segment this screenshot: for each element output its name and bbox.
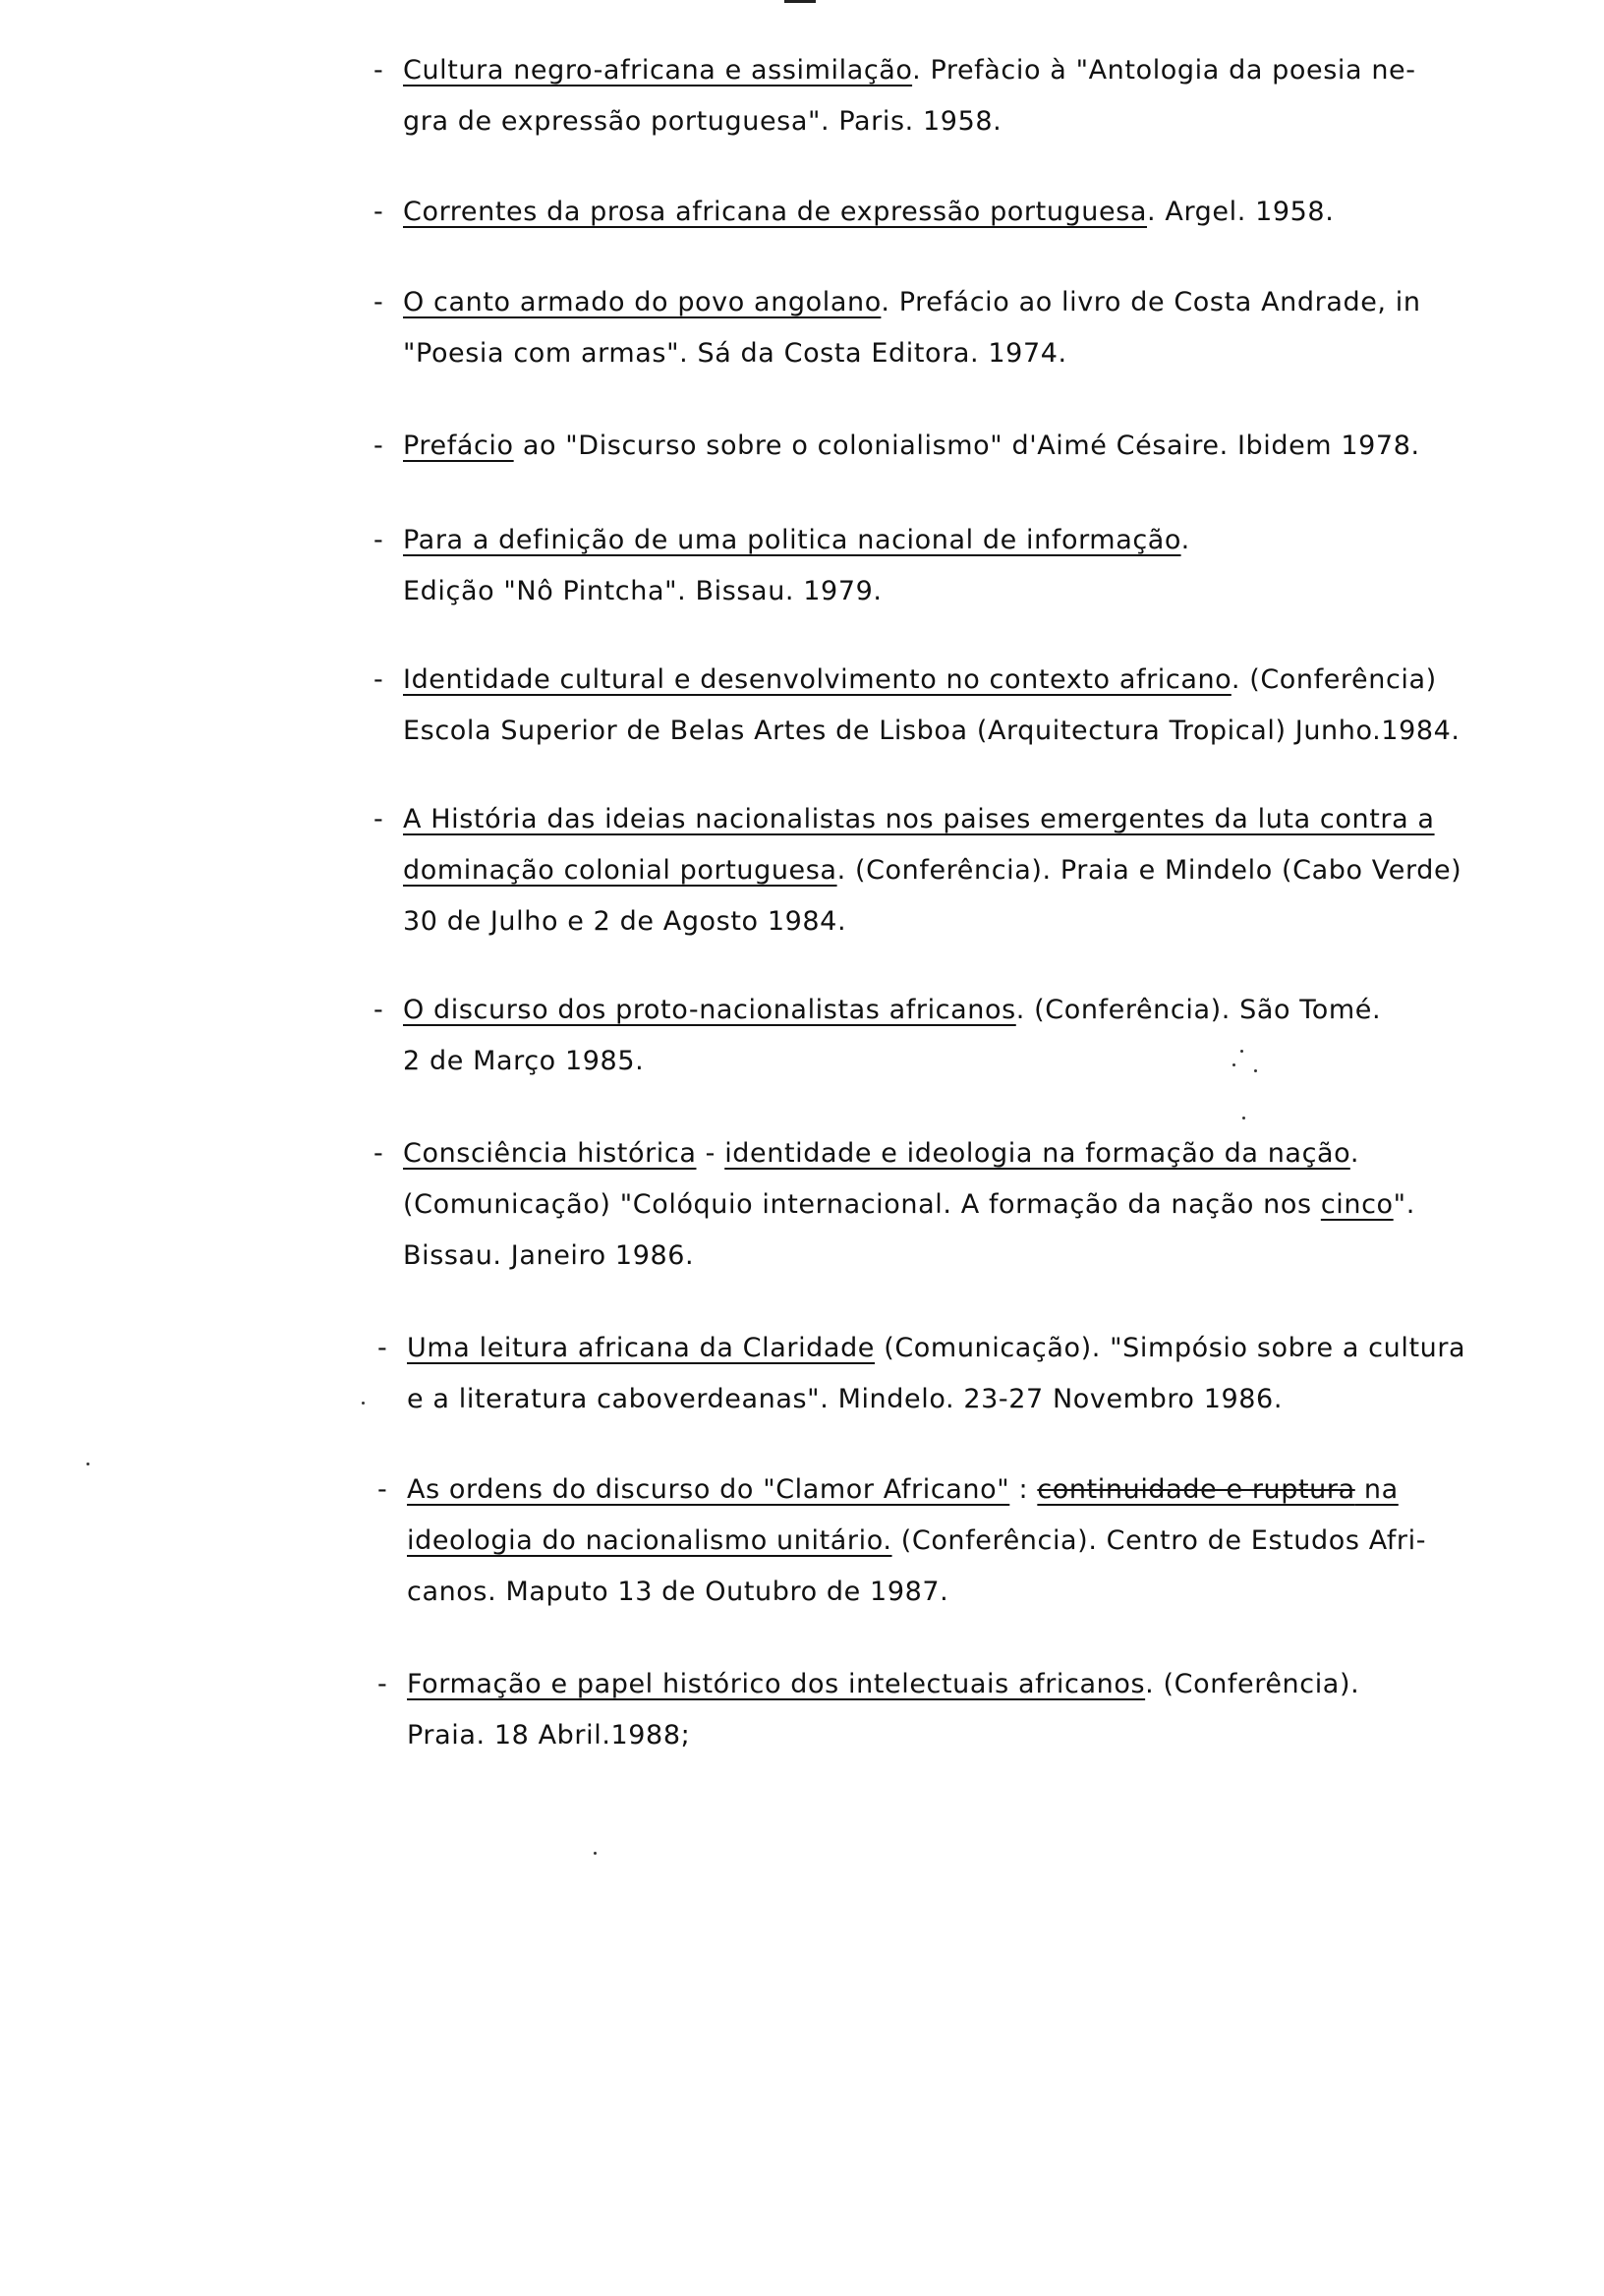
bullet-dash: -	[373, 287, 384, 317]
entry-line	[377, 1659, 1596, 1710]
entry-text: . Prefácio ao livro de Costa Andrade, in	[881, 287, 1421, 317]
bibliography-entry-3	[373, 277, 1592, 379]
entry-line	[377, 1374, 1596, 1425]
entry-title: A História das ideias nacionalistas nos paises emergentes da luta contra a	[403, 804, 1435, 834]
entry-title: Prefácio	[403, 430, 514, 461]
entry-line	[373, 794, 1592, 845]
bullet-dash: -	[373, 197, 384, 227]
scan-speck	[594, 1852, 597, 1855]
struck-text: continuidade e ruptura	[1037, 1474, 1355, 1505]
entry-line	[373, 328, 1592, 379]
entry-line	[373, 1128, 1592, 1179]
entry-line	[373, 187, 1592, 238]
bibliography-entry-5	[373, 515, 1592, 617]
bibliography-entry-1	[373, 45, 1592, 147]
entry-line	[377, 1710, 1596, 1761]
entry-text: Escola Superior de Belas Artes de Lisboa (Arquitectura Tropical) Junho.1984.	[403, 716, 1461, 746]
entry-title: O discurso dos proto-nacionalistas africanos	[403, 995, 1016, 1025]
entry-text: e a literatura caboverdeanas". Mindelo. 23-27 Novembro 1986.	[407, 1384, 1284, 1414]
entry-text: canos. Maputo 13 de Outubro de 1987.	[407, 1577, 949, 1607]
entry-text: 2 de Março 1985.	[403, 1046, 645, 1076]
entry-line	[373, 566, 1592, 617]
scan-speck	[1242, 1117, 1245, 1119]
entry-line	[377, 1516, 1596, 1567]
bullet-dash: -	[373, 995, 384, 1025]
entry-separator: -	[696, 1138, 725, 1169]
entry-text: gra de expressão portuguesa". Paris. 1958.	[403, 106, 1002, 137]
entry-text: ".	[1393, 1189, 1415, 1220]
bibliography-entry-8	[373, 985, 1592, 1087]
entry-title: Identidade cultural e desenvolvimento no contexto africano	[403, 664, 1232, 695]
entry-text: ao "Discurso sobre o colonialismo" d'Aimé Césaire. Ibidem 1978.	[513, 430, 1420, 461]
entry-text: Bissau. Janeiro 1986.	[403, 1240, 695, 1271]
entry-title: Formação e papel histórico dos intelectuais africanos	[407, 1669, 1146, 1699]
entry-text: (Comunicação) "Colóquio internacional. A formação da nação nos	[403, 1189, 1321, 1220]
entry-line	[377, 1567, 1596, 1618]
entry-line	[373, 655, 1592, 706]
entry-title-continued: ideologia do nacionalismo unitário.	[407, 1525, 892, 1556]
entry-line	[373, 1179, 1592, 1231]
entry-line	[377, 1323, 1596, 1374]
entry-title: Cultura negro-africana e assimilação	[403, 55, 913, 86]
bullet-dash: -	[377, 1669, 388, 1699]
bibliography-entry-9	[373, 1128, 1592, 1282]
entry-line	[373, 845, 1592, 896]
bullet-dash: -	[373, 804, 384, 834]
entry-text: 30 de Julho e 2 de Agosto 1984.	[403, 906, 847, 937]
entry-title: O canto armado do povo angolano	[403, 287, 882, 317]
entry-text: . (Conferência). São Tomé.	[1015, 995, 1382, 1025]
bibliography-entry-11	[377, 1464, 1596, 1618]
entry-text: "Poesia com armas". Sá da Costa Editora. 1974.	[403, 338, 1067, 369]
entry-text: .	[1349, 1138, 1359, 1169]
bibliography-entry-4	[373, 421, 1592, 472]
scan-speck	[1232, 1063, 1235, 1066]
bibliography-entry-10	[377, 1323, 1596, 1425]
top-edge-mark	[784, 0, 816, 3]
entry-title: As ordens do discurso do "Clamor Africano"	[407, 1474, 1010, 1505]
entry-text: . (Conferência). Praia e Mindelo (Cabo Verde)	[836, 855, 1462, 886]
entry-title-continued: dominação colonial portuguesa	[403, 855, 837, 886]
entry-text: . (Conferência).	[1145, 1669, 1360, 1699]
entry-underlined-word: cinco	[1320, 1189, 1394, 1220]
entry-line	[373, 1036, 1592, 1087]
entry-text: . Prefàcio à "Antologia da poesia ne-	[912, 55, 1416, 86]
entry-title: Consciência histórica	[403, 1138, 697, 1169]
entry-line	[377, 1464, 1596, 1516]
entry-text: (Conferência). Centro de Estudos Afri-	[891, 1525, 1427, 1556]
bullet-dash: -	[377, 1333, 388, 1363]
entry-line	[373, 45, 1592, 96]
scan-speck	[1254, 1069, 1257, 1072]
entry-line	[373, 515, 1592, 566]
bibliography-entry-7	[373, 794, 1592, 947]
entry-separator: :	[1009, 1474, 1038, 1505]
entry-line	[373, 421, 1592, 472]
bullet-dash: -	[373, 525, 384, 555]
entry-text: .	[1180, 525, 1190, 555]
bibliography-entry-2	[373, 187, 1592, 238]
entry-text: Edição "Nô Pintcha". Bissau. 1979.	[403, 576, 883, 606]
entry-title: Uma leitura africana da Claridade	[407, 1333, 876, 1363]
scan-speck	[1240, 1050, 1243, 1053]
entry-text: Praia. 18 Abril.1988;	[407, 1720, 691, 1751]
entry-line	[373, 1231, 1592, 1282]
entry-line	[373, 706, 1592, 757]
entry-title: Para a definição de uma politica nacional de informação	[403, 525, 1181, 555]
entry-line	[373, 896, 1592, 947]
entry-text: . Argel. 1958.	[1147, 197, 1335, 227]
bibliography-entry-6	[373, 655, 1592, 757]
entry-text: . (Conferência)	[1231, 664, 1437, 695]
entry-line	[373, 985, 1592, 1036]
bullet-dash: -	[373, 430, 384, 461]
entry-text: (Comunicação). "Simpósio sobre a cultura	[875, 1333, 1466, 1363]
bullet-dash: -	[377, 1474, 388, 1505]
entry-title-continued: na	[1354, 1474, 1399, 1505]
entry-line	[373, 277, 1592, 328]
scan-speck	[86, 1463, 89, 1465]
bullet-dash: -	[373, 1138, 384, 1169]
entry-line	[373, 96, 1592, 147]
scan-speck	[362, 1402, 365, 1405]
entry-subtitle: identidade e ideologia na formação da nação	[724, 1138, 1350, 1169]
bullet-dash: -	[373, 55, 384, 86]
bibliography-entry-12	[377, 1659, 1596, 1761]
bullet-dash: -	[373, 664, 384, 695]
entry-title: Correntes da prosa africana de expressão portuguesa	[403, 197, 1148, 227]
